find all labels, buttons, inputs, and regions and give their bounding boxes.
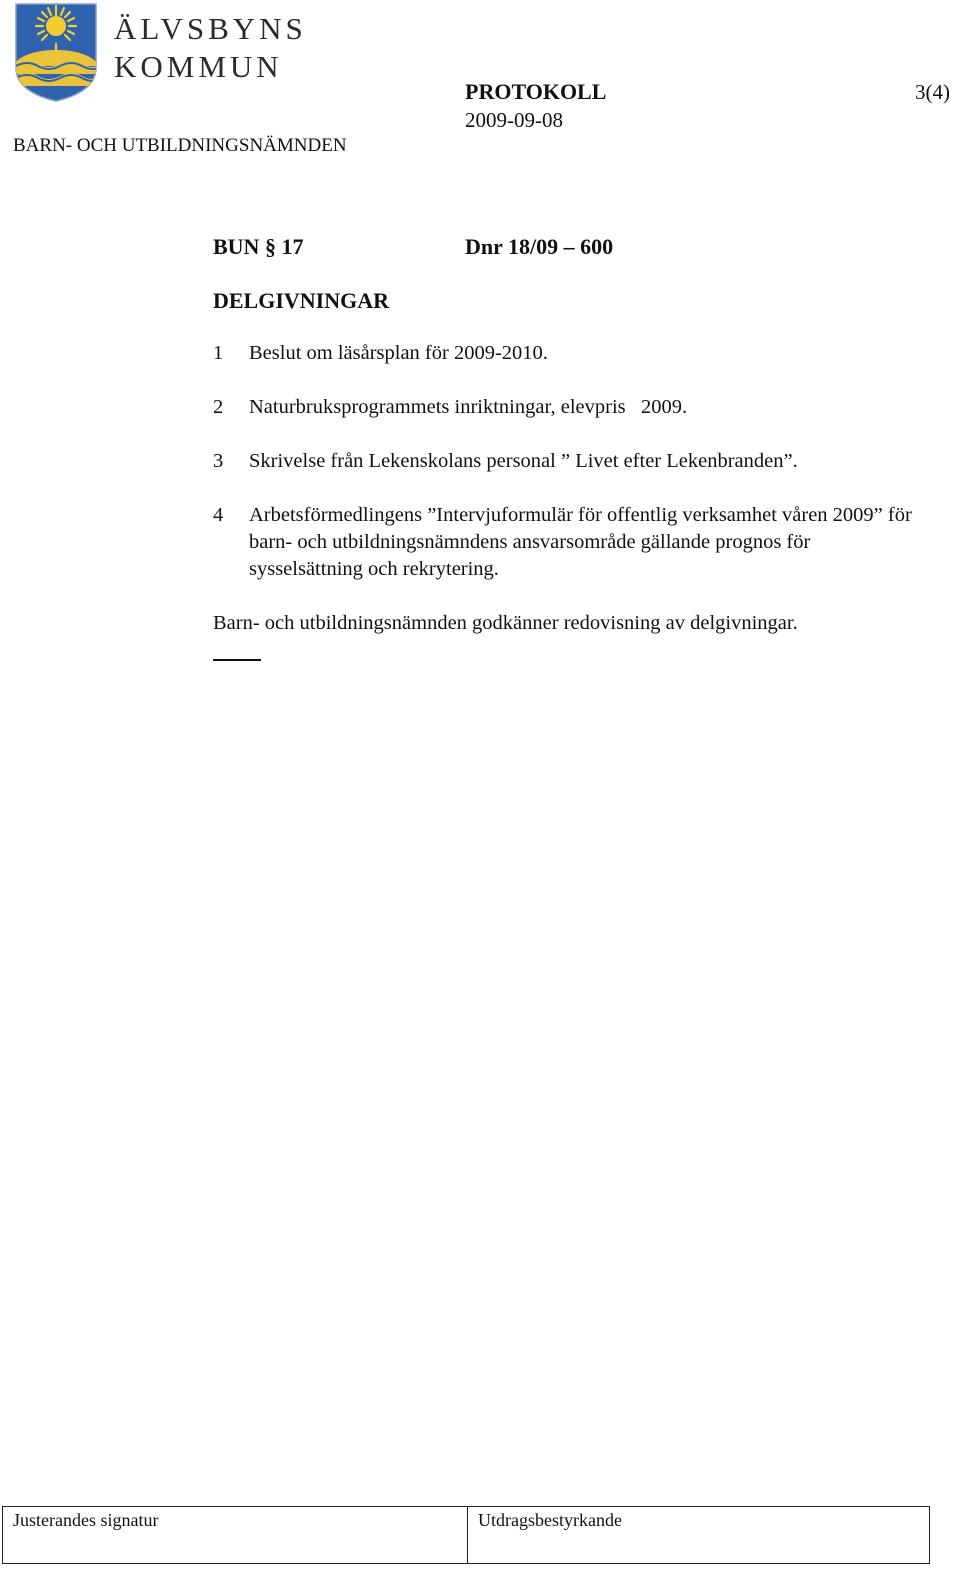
section-heading: DELGIVNINGAR [213,288,390,313]
page-number: 3(4) [915,80,950,104]
decision-text: Barn- och utbildningsnämnden godkänner redovisning av delgivningar. [213,612,798,634]
extract-certification-cell [468,1507,929,1563]
diary-number: Dnr 18/09 – 600 [465,234,614,259]
committee-name: BARN- OCH UTBILDNINGSNÄMNDEN [13,135,347,156]
list-item [213,502,923,583]
end-rule [213,659,261,661]
org-name-line2: KOMMUN [114,49,283,84]
list-item-number: 2 [213,396,224,418]
list-item-number: 3 [213,450,224,472]
org-name-line1: ÄLVSBYNS [114,11,307,46]
document-type: PROTOKOLL [465,79,607,104]
extract-certification-label: Utdragsbestyrkande [478,1510,622,1530]
coat-of-arms-icon [12,2,100,102]
signature-label: Justerandes signatur [13,1510,159,1530]
list-item [213,394,923,421]
list-item-text: Arbetsförmedlingens ”Intervjuformulär för offentlig verksamhet våren 2009” för barn- och utbildningsnämndens ansvarsområde gällande prognos för sysselsättning och rekrytering. [249,504,917,580]
list-item-number: 4 [213,504,224,526]
document-date: 2009-09-08 [465,108,563,132]
list-item-number: 1 [213,342,224,364]
list-item-text: Beslut om läsårsplan för 2009-2010. [249,342,548,364]
list-item-text: Naturbruksprogrammets inriktningar, elevpris 2009. [249,396,688,418]
list-item [213,340,923,367]
signature-table [2,1506,930,1564]
list-item [213,448,923,475]
section-id: BUN § 17 [213,234,304,259]
signature-cell [3,1507,468,1563]
list-item-text: Skrivelse från Lekenskolans personal ” Livet efter Lekenbranden”. [249,450,798,472]
